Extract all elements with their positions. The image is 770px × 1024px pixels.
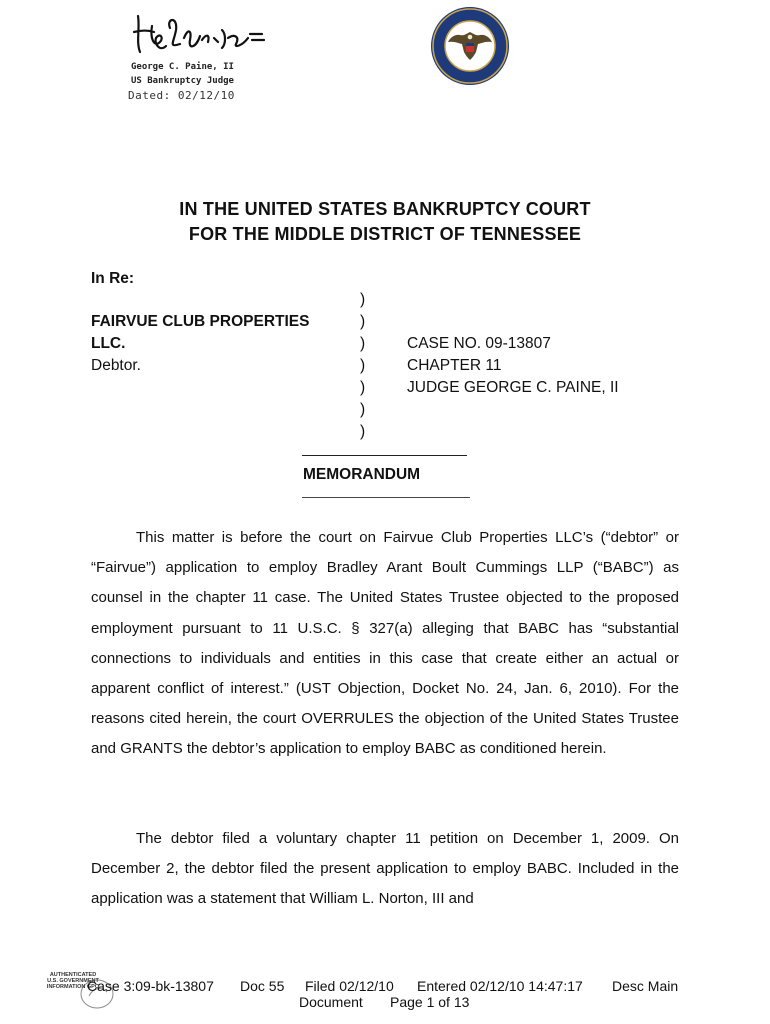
in-re-label: In Re: — [91, 270, 135, 287]
court-seal-eagle-icon — [430, 6, 510, 86]
footer-document: Document — [299, 994, 363, 1010]
case-number: CASE NO. 09-13807 — [407, 335, 551, 352]
caption-paren: ) — [360, 291, 366, 308]
footer-filed: Filed 02/12/10 — [305, 978, 394, 994]
judge-label: JUDGE GEORGE C. PAINE, II — [407, 379, 619, 396]
caption-paren: ) — [360, 335, 366, 352]
caption-paren: ) — [360, 423, 366, 440]
signature-name: George C. Paine, II — [131, 62, 234, 72]
footer-desc: Desc Main — [612, 978, 679, 994]
footer-page-number: Page 1 of 13 — [390, 994, 470, 1010]
signature-title: US Bankruptcy Judge — [131, 76, 234, 86]
divider-rule — [302, 455, 467, 456]
caption-paren: ) — [360, 313, 366, 330]
document-type-heading: MEMORANDUM — [303, 466, 421, 483]
caption-paren: ) — [360, 357, 366, 374]
footer-case: Case 3:09-bk-13807 — [87, 978, 214, 994]
party-name-line1: FAIRVUE CLUB PROPERTIES — [91, 313, 310, 330]
court-title-line1: IN THE UNITED STATES BANKRUPTCY COURT — [179, 199, 591, 219]
court-title-line2: FOR THE MIDDLE DISTRICT OF TENNESSEE — [188, 224, 582, 244]
body-paragraph: The debtor filed a voluntary chapter 11 petition on December 1, 2009. On December 2, the debtor filed the present application to employ BABC. Included in the application was a statement that William L. Norton, III and — [91, 830, 679, 908]
footer-doc: Doc 55 — [240, 978, 285, 994]
body-paragraph: This matter is before the court on Fairvue Club Properties LLC’s (“debtor” or “Fairvue”) application to employ Bradley Arant Boult Cummings LLP (“BABC”) as counsel in the chapter 11 case. The United States Trustee objected to the proposed employment pursuant to 11 U.S.C. § 327(a) alleging that BABC has “substantial connections to individuals and entities in this case that create either an actual or apparent conflict of interest.” (UST Objection, Docket No. 24, Jan. 6, 2010). For the reasons cited herein, the court OVERRULES the objection of the United States Trustee and GRANTS the debtor’s application to employ BABC as conditioned herein. — [91, 529, 679, 758]
judge-signature-image — [130, 8, 270, 60]
party-name-line2: LLC. — [91, 335, 126, 352]
debtor-label: Debtor. — [91, 357, 141, 374]
chapter-label: CHAPTER 11 — [407, 357, 502, 374]
gpo-badge-text: AUTHENTICATED U.S. GOVERNMENT INFORMATION GPO — [46, 972, 100, 990]
footer-entered: Entered 02/12/10 14:47:17 — [417, 978, 583, 994]
divider-rule — [302, 497, 470, 498]
caption-paren: ) — [360, 401, 366, 418]
caption-paren: ) — [360, 379, 366, 396]
signature-dated: Dated: 02/12/10 — [128, 89, 235, 102]
